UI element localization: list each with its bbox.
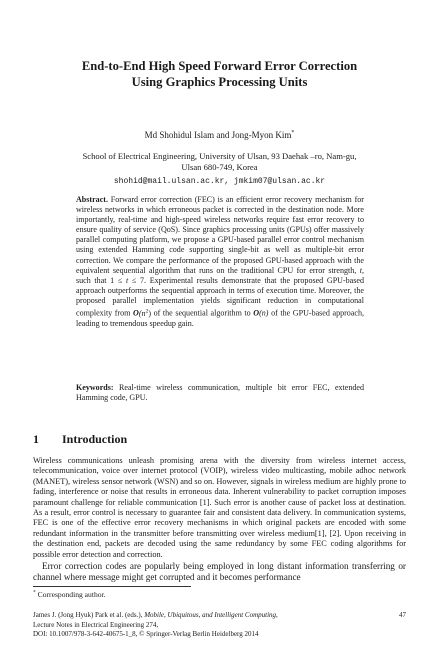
author-names: Md Shohidul Islam and Jong-Myon Kim: [144, 130, 292, 140]
abstract-var-t: t: [359, 265, 362, 275]
keywords: [76, 383, 364, 403]
affiliation: [40, 151, 399, 173]
footer-book-title: Mobile, Ubiquitous, and Intelligent Computing,: [144, 611, 278, 619]
abstract-bigO-1: O: [133, 308, 139, 318]
abstract-text-1: Forward error correction (FEC) is an efficient error recovery mechanism for wireless networks in which erroneous packet is corrected in the destination node. More importantly, real-time and high-speed wireless networks require fast error recovery to ensure quality of service (QoS). Since graphics processing units (GPUs) offer massively parallel computing platform, we propose a GPU-based parallel error control mechanism using extended Hamming code supporting single-bit as well as multiple-bit error correction. We compare the performance of the proposed GPU-based approach with the equivalent sequential algorithm that runs on the traditional CPU for error strength,: [76, 195, 364, 275]
footnote-mark: *: [33, 589, 36, 596]
author-emails: shohid@mail.ulsan.ac.kr, jmkim07@ulsan.ac.kr: [113, 177, 326, 186]
footnote-rule: [33, 586, 191, 587]
keywords-label: Keywords:: [76, 383, 114, 392]
corresponding-author-mark: *: [291, 130, 295, 136]
abstract-text-5: of the GPU-based approach, leading to tremendous speedup gain.: [76, 308, 364, 328]
authors: [40, 130, 399, 141]
abstract-text-3: ≤ 7. Experimental results demonstrate that the proposed GPU-based approach outperforms the sequential approach in terms of execution time. Moreover, the proposed parallel implementation yields significant reduction in computational complexity from: [76, 275, 364, 318]
footer-line-2: Lecture Notes in Electrical Engineering 274,: [33, 620, 159, 629]
abstract-exponent: 2: [145, 308, 149, 315]
abstract-complexity-n: $(n^2)$: [138, 308, 151, 318]
footnote: [33, 590, 406, 600]
footer-line-1: James J. (Jong Hyuk) Park et al. (eds.), Mobile, Ubiquitous, and Intelligent Computing,: [33, 611, 278, 619]
section-heading: [33, 432, 406, 446]
body-paragraph-1: Wireless communications unleash promising arena with the diversity from wireless internet access, telecommunication, voice over internet protocol (VOIP), wireless video multicasting, mobile adhoc network (MANET), wireless sensor network (WSN) and so on. However, signals in wireless medium are highly prone to fading, interference or noise that results in erroneous data. Inherent vulnerability to packet corruption imposes paramount challenge for reliable communication [1]. Such error is another cause of packet loss at destination. As a result, error control is necessary to guarantee fair and consistent data delivery. In communication systems, FEC is one of the effective error recovery mechanisms in which original packets are encoded with some redundant information in the transmitter before transmitting over wireless medium[1], [2]. Upon receiving in the destination end, packets are decoded using the same redundancy by some FEC coding algorithms for possible error detection and correction.: [33, 456, 406, 559]
abstract-label: Abstract.: [76, 195, 108, 204]
abstract-complexity-n2: (n): [259, 308, 269, 318]
body-paragraph-2: Error correction codes are popularly being employed in long distant information transferring or channel where message might get corrupted and it becomes performance: [33, 560, 406, 582]
page-footer: [33, 611, 406, 640]
page-number: 47: [399, 611, 406, 619]
abstract-bigO-2: O: [253, 308, 260, 318]
abstract: [76, 195, 364, 329]
affiliation-line-1: School of Electrical Engineering, University of Ulsan, 93 Daehak –ro, Nam-gu,: [82, 151, 357, 161]
section-title: Introduction: [62, 432, 128, 446]
abstract-text-2: , such that 1 ≤: [76, 265, 364, 285]
footnote-text: Corresponding author.: [35, 590, 106, 599]
section-body: [33, 456, 406, 583]
paper-title: [40, 58, 399, 90]
section-number: 1: [33, 432, 39, 446]
affiliation-line-2: Ulsan 680-749, Korea: [181, 162, 258, 172]
abstract-var-t2: t: [125, 275, 129, 285]
title-line-1: End-to-End High Speed Forward Error Correction: [81, 59, 358, 73]
abstract-text-4: of the sequential algorithm to: [151, 308, 254, 318]
footer-line-3: DOI: 10.1007/978-3-642-40675-1_8, © Springer-Verlag Berlin Heidelberg 2014: [33, 630, 259, 639]
title-line-2: Using Graphics Processing Units: [131, 75, 308, 89]
keywords-text: Real-time wireless communication, multiple bit error FEC, extended Hamming code, GPU.: [76, 383, 364, 403]
